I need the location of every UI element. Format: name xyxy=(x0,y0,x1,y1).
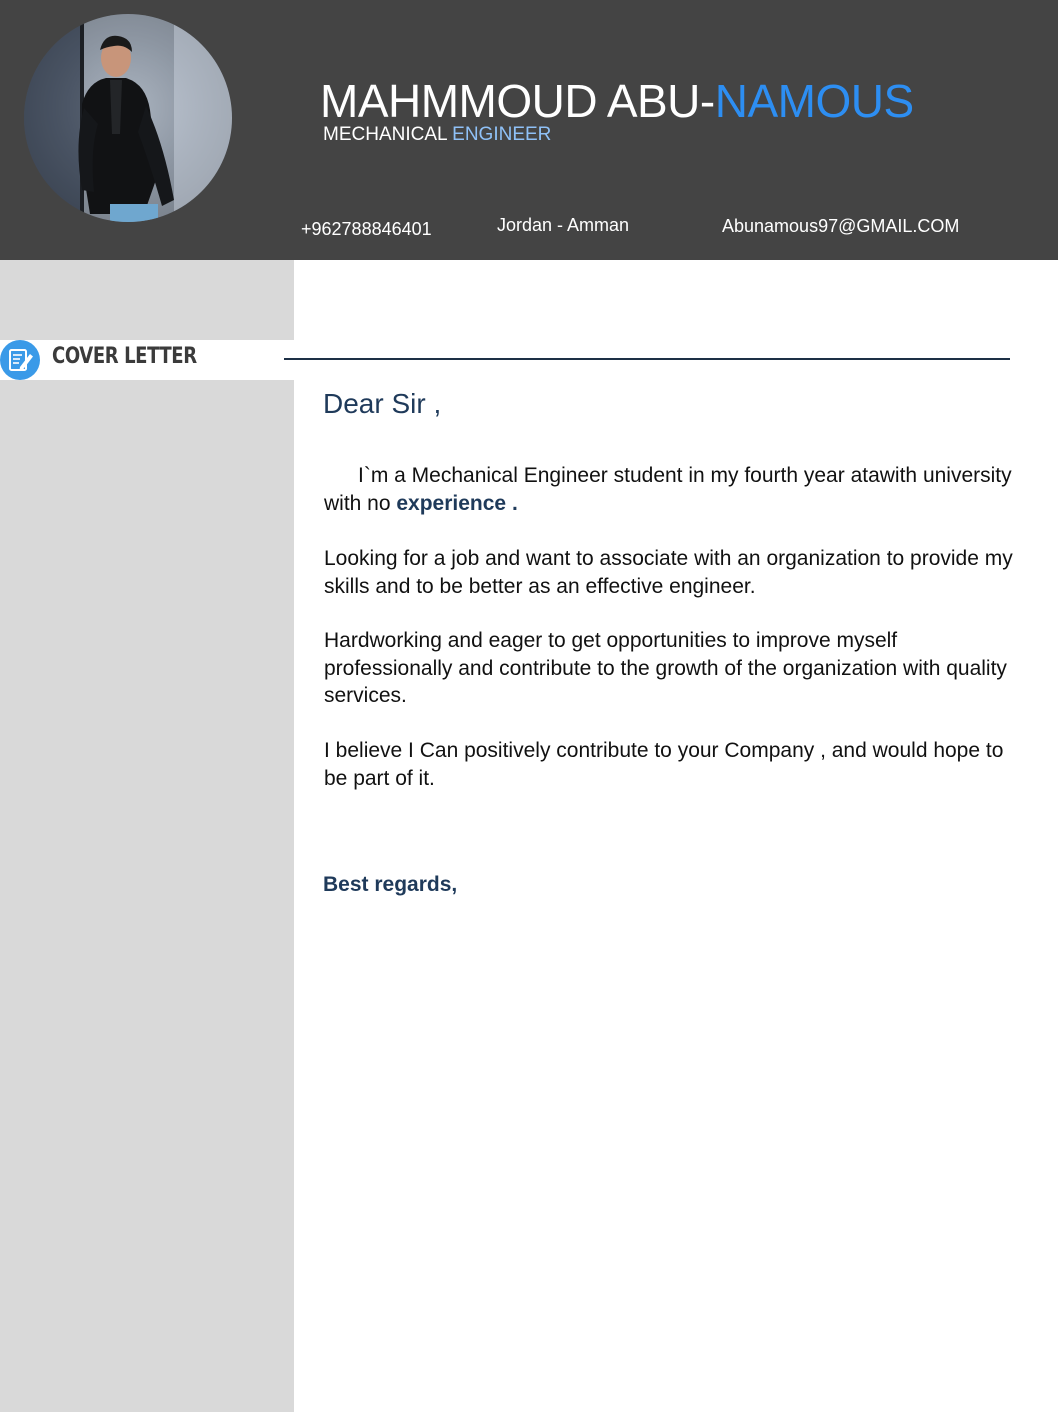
edit-note-icon xyxy=(0,340,40,380)
job-title xyxy=(323,125,551,144)
closing-regards: Best regards, xyxy=(323,873,458,896)
intro-text: I`m a Mechanical Engineer student in my fourth year atawith university with no xyxy=(324,464,1012,515)
phone-number: +962788846401 xyxy=(301,219,432,239)
salutation: Dear Sir , xyxy=(323,388,442,419)
name-accent: NAMOUS xyxy=(714,75,914,127)
header-banner xyxy=(0,0,1058,260)
paragraph-qualities: Hardworking and eager to get opportunities to improve myself professionally and contribute to the growth of the organization with quality services. xyxy=(324,629,1007,707)
candidate-name xyxy=(320,75,914,127)
paragraph-closing: I believe I Can positively contribute to your Company , and would hope to be part of it. xyxy=(324,739,1004,790)
location: Jordan - Amman xyxy=(497,215,630,235)
title-accent: ENGINEER xyxy=(452,124,552,145)
title-first: MECHANICAL xyxy=(323,124,453,145)
profile-photo xyxy=(24,14,232,222)
paragraph-intro xyxy=(324,462,1024,517)
sidebar xyxy=(0,260,294,1412)
divider-line xyxy=(284,358,1010,360)
intro-emphasis: experience . xyxy=(396,491,518,515)
name-first: MAHMMOUD ABU- xyxy=(320,75,715,127)
paragraph-goal: Looking for a job and want to associate with an organization to provide my skills and to be better as an effective engineer. xyxy=(324,547,1013,598)
email-address: Abunamous97@GMAIL.COM xyxy=(722,216,960,236)
section-title: COVER LETTER xyxy=(52,344,197,369)
avatar xyxy=(24,14,232,222)
